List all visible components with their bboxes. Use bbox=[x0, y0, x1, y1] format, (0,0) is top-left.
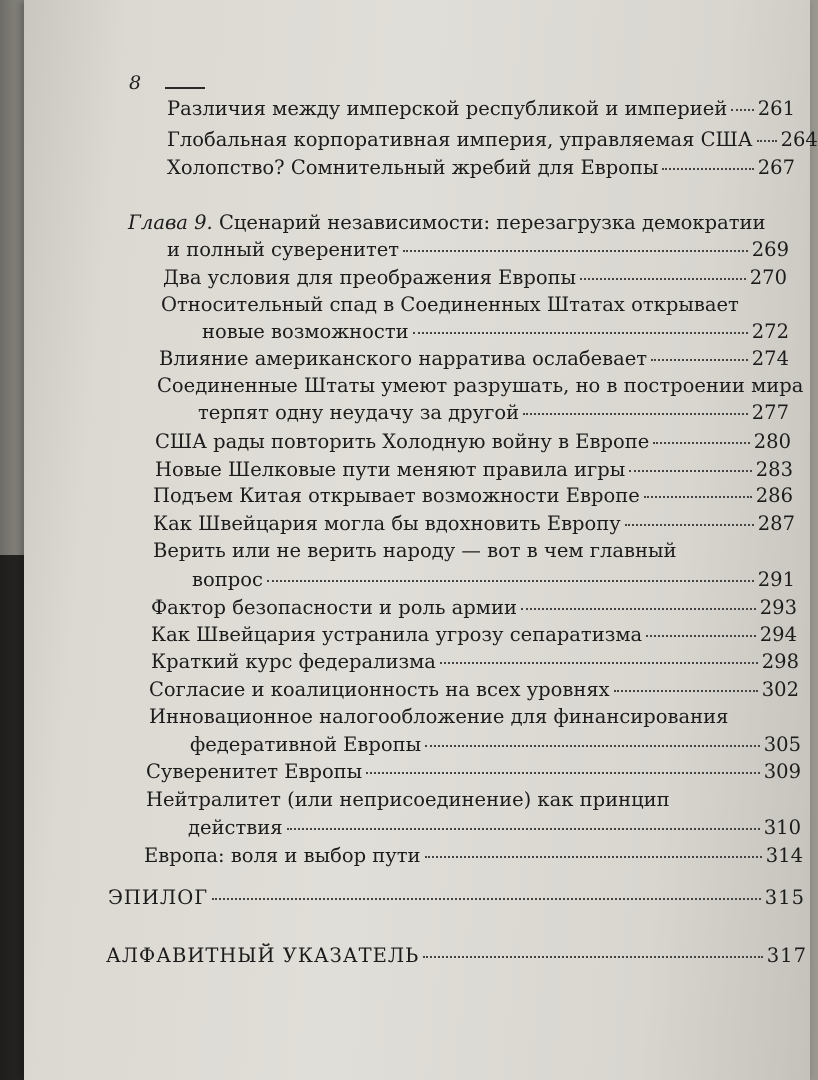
toc-entry-line: Инновационное налогообложение для финансирования bbox=[149, 705, 729, 728]
toc-entry: федеративной Европы 305 bbox=[190, 733, 801, 756]
toc-entry: Европа: воля и выбор пути 314 bbox=[144, 844, 803, 867]
toc-entry-line: Относительный спад в Соединенных Штатах открывает bbox=[161, 293, 739, 316]
toc-entry-line: Верить или не верить народу — вот в чем главный bbox=[153, 539, 677, 562]
toc-entry: Фактор безопасности и роль армии 293 bbox=[151, 596, 797, 619]
toc-entry: вопрос 291 bbox=[192, 568, 795, 591]
toc-entry: Как Швейцария могла бы вдохновить Европу 287 bbox=[153, 512, 795, 535]
toc-entry: терпят одну неудачу за другой 277 bbox=[198, 401, 789, 424]
toc-entry: Согласие и коалиционность на всех уровнях 302 bbox=[149, 678, 799, 701]
toc-entry: действия 310 bbox=[188, 816, 801, 839]
toc-entry: Суверенитет Европы 309 bbox=[146, 760, 801, 783]
toc-entry: Два условия для преображения Европы 270 bbox=[163, 266, 787, 289]
toc-entry: Новые Шелковые пути меняют правила игры 283 bbox=[155, 458, 793, 481]
chapter-heading: Глава 9. Сценарий независимости: перезагрузка демократии bbox=[128, 211, 766, 234]
index-entry: АЛФАВИТНЫЙ УКАЗАТЕЛЬ 317 bbox=[106, 944, 807, 967]
toc-entry-line: Соединенные Штаты умеют разрушать, но в построении мира bbox=[157, 374, 804, 397]
toc-entry: США рады повторить Холодную войну в Европе 280 bbox=[155, 430, 791, 453]
toc-entry: Краткий курс федерализма 298 bbox=[151, 650, 799, 673]
epilogue-entry: ЭПИЛОГ 315 bbox=[108, 886, 805, 909]
toc-entry: Различия между имперской республикой и империей 261 bbox=[167, 97, 795, 120]
toc-entry: Глобальная корпоративная империя, управляемая США 264 bbox=[167, 128, 818, 151]
toc-entry: новые возможности 272 bbox=[202, 320, 789, 343]
toc-entry: Как Швейцария устранила угрозу сепаратизма 294 bbox=[151, 623, 797, 646]
page-number: 8 bbox=[129, 72, 142, 94]
toc-entry: Холопство? Сомнительный жребий для Европы 267 bbox=[167, 156, 795, 179]
toc-entry: Подъем Китая открывает возможности Европе 286 bbox=[153, 484, 793, 507]
folio-rule bbox=[165, 87, 205, 89]
toc-entry: и полный суверенитет 269 bbox=[167, 238, 789, 261]
toc-entry: Влияние американского нарратива ослабевает 274 bbox=[159, 347, 789, 370]
toc-entry-line: Нейтралитет (или неприсоединение) как принцип bbox=[146, 788, 670, 811]
book-page bbox=[24, 0, 818, 1080]
